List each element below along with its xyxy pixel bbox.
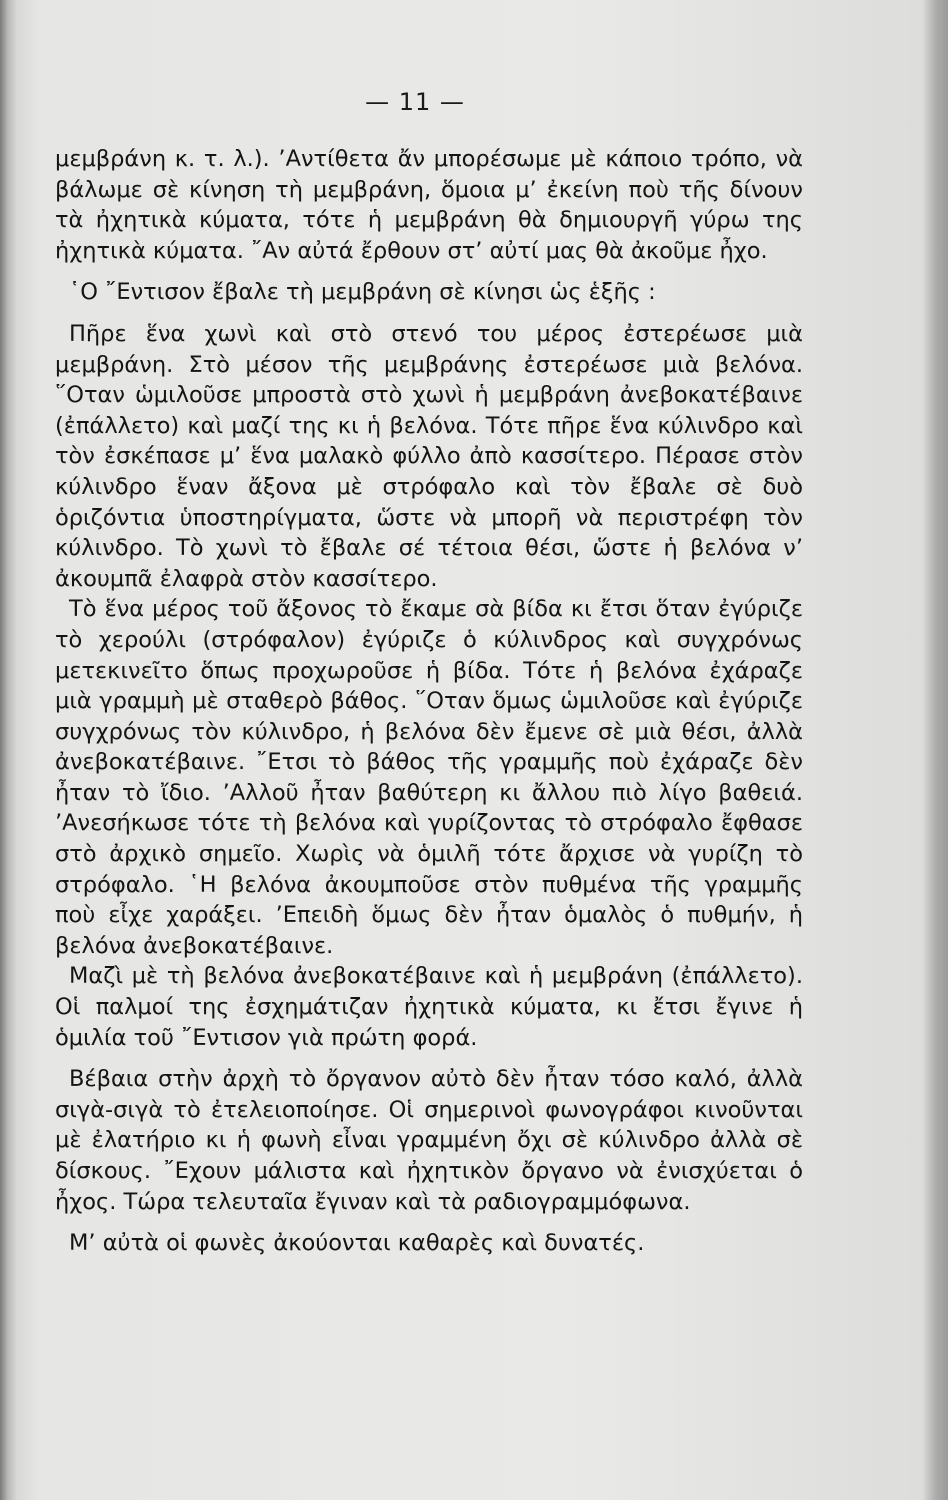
- body-text: [55, 144, 803, 1259]
- page-number: — 11 —: [365, 88, 465, 116]
- paragraph-5: Μαζὶ μὲ τὴ βελόνα ἀνεβοκατέβαινε καὶ ἡ μεμβράνη (ἐπάλλετο). Οἱ παλμοί της ἐσχημάτιζαν ἠχητικὰ κύματα, κι ἔτσι ἔγινε ἡ ὁμιλία τοῦ ῎Εντισον γιὰ πρώτη φορά.: [55, 963, 803, 1051]
- paragraph-7: Μ’ αὐτὰ οἱ φωνὲς ἀκούονται καθαρὲς καὶ δυνατές.: [69, 1230, 645, 1257]
- paragraph-1: μεμβράνη κ. τ. λ.). ’Αντίθετα ἄν μπορέσωμε μὲ κάποιο τρόπο, νὰ βάλωμε σὲ κίνηση τὴ μεμβράνη, ὅμοια μ’ ἐκείνη ποὺ τῆς δίνουν τὰ ἠχητικὰ κύματα, τότε ἡ μεμβράνη θὰ δημιουργῆ γύρω της ἠχητικὰ κύματα. ῎Αν αὐτά ἔρθουν στ’ αὐτί μας θὰ ἀκοῦμε ἦχο.: [55, 146, 803, 264]
- paragraph-3: Πῆρε ἕνα χωνὶ καὶ στὸ στενό του μέρος ἐστερέωσε μιὰ μεμβράνη. Στὸ μέσον τῆς μεμβράνης ἐστερέωσε μιὰ βελόνα. ῞Οταν ὡμιλοῦσε μπροστὰ στὸ χωνὶ ἡ μεμβράνη ἀνεβοκατέβαινε (ἐπάλλετο) καὶ μαζί της κι ἡ βελόνα. Τότε πῆρε ἕνα κύλινδρο καὶ τὸν ἐσκέπασε μ’ ἕνα μαλακὸ φύλλο ἀπὸ κασσίτερο. Πέρασε στὸν κύλινδρο ἕναν ἄξονα μὲ στρόφαλο καὶ τὸν ἔβαλε σὲ δυὸ ὁριζόντια ὑποστηρίγματα, ὥστε νὰ μπορῆ νὰ περιστρέφη τὸν κύλινδρο. Τὸ χωνὶ τὸ ἔβαλε σέ τέτοια θέσι, ὥστε ἡ βελόνα ν’ ἀκουμπᾶ ἐλαφρὰ στὸν κασσίτερο.: [55, 320, 803, 592]
- paragraph-4: Τὸ ἕνα μέρος τοῦ ἄξονος τὸ ἔκαμε σὰ βίδα κι ἔτσι ὅταν ἐγύριζε τὸ χερούλι (στρόφαλον) ἐγύριζε ὁ κύλινδρος καὶ συγχρόνως μετεκινεῖτο ὅπως προχωροῦσε ἡ βίδα. Τότε ἡ βελόνα ἐχάραζε μιὰ γραμμὴ μὲ σταθερὸ βάθος. ῞Οταν ὅμως ὡμιλοῦσε καὶ ἐγύριζε συγχρόνως τὸν κύλινδρο, ἡ βελόνα δὲν ἔμενε σὲ μιὰ θέσι, ἀλλὰ ἀνεβοκατέβαινε. ῎Ετσι τὸ βάθος τῆς γραμμῆς ποὺ ἐχάραζε δὲν ἦταν τὸ ἴδιο. ’Αλλοῦ ἦταν βαθύτερη κι ἄλλου πιὸ λίγο βαθειά. ’Ανεσήκωσε τότε τὴ βελόνα καὶ γυρίζοντας τὸ στρόφαλο ἔφθασε στὸ ἀρχικὸ σημεῖο. Χωρὶς νὰ ὁμιλῆ τότε ἄρχισε νὰ γυρίζη τὸ στρόφαλο. ῾Η βελόνα ἀκουμποῦσε στὸν πυθμένα τῆς γραμμῆς ποὺ εἶχε χαράξει. ’Επειδὴ ὅμως δὲν ἦταν ὁμαλὸς ὁ πυθμήν, ἡ βελόνα ἀνεβοκατέβαινε.: [55, 596, 803, 959]
- paragraph-6: Βέβαια στὴν ἀρχὴ τὸ ὄργανον αὐτὸ δὲν ἦταν τόσο καλό, ἀλλὰ σιγὰ-σιγὰ τὸ ἐτελειοποίησε. Οἱ σημερινοὶ φωνογράφοι κινοῦνται μὲ ἐλατήριο κι ἡ φωνὴ εἶναι γραμμένη ὄχι σὲ κύλινδρο ἀλλὰ σὲ δίσκους. ῎Εχουν μάλιστα καὶ ἠχητικὸν ὄργανο νὰ ἐνισχύεται ὁ ἦχος. Τώρα τελευταῖα ἔγιναν καὶ τὰ ραδιογραμμόφωνα.: [55, 1066, 803, 1215]
- binding-edge: [0, 0, 16, 1500]
- paragraph-2: ῾Ο ῎Εντισον ἔβαλε τὴ μεμβράνη σὲ κίνησι ὡς ἑξῆς :: [69, 279, 656, 306]
- page-edge-shadow: [922, 0, 948, 1500]
